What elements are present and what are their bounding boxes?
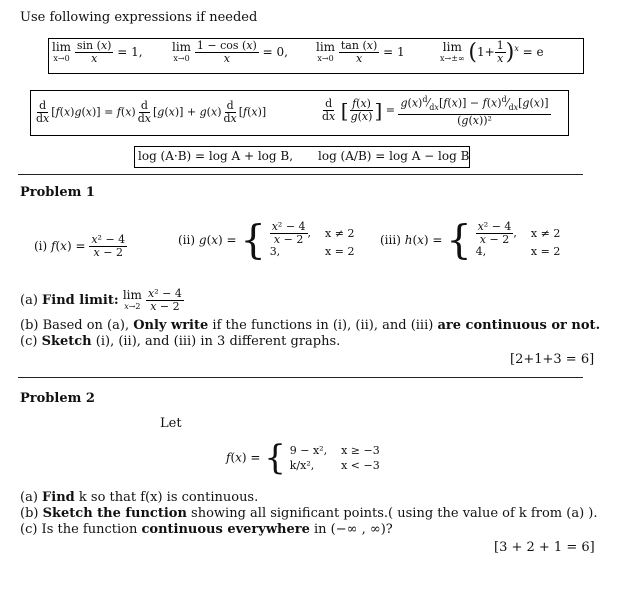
g-cond-eq: x = 2: [325, 245, 355, 258]
section-divider: [18, 174, 583, 175]
problem1-part-b: [20, 318, 600, 333]
p2-a-rest: k so that f(x) is continuous.: [78, 490, 259, 505]
problem1-part-c: [20, 334, 340, 349]
part-a-prefix: (a): [20, 293, 38, 308]
problem2-points: [3 + 2 + 1 = 6]: [494, 540, 595, 555]
cond2: x < −3: [341, 459, 380, 472]
part-b-bold1: Only write: [133, 318, 209, 333]
product-rule: $\frac{d}{dx}$ [f(x)g(x)] = f(x) $\frac{d}{dx}$ [g(x)] + g(x) $\frac{d}{dx}$ [f(x)]: [36, 99, 267, 125]
cond1: x ≥ −3: [341, 444, 380, 457]
problem2-part-c: [20, 522, 393, 537]
function-f-definition: (i) f(x) = $\frac{\text{x² − 4}}{x - 2}$: [34, 233, 126, 259]
piece2: k/x²,: [289, 459, 315, 472]
part-c-rest: (i), (ii), and (iii) in 3 different graphs.: [95, 334, 341, 349]
h-cond-neq: x ≠ 2: [530, 226, 561, 240]
limit-e-formula: lim x→±∞ (1+ $\frac{1}{x}$ )$^x$ = e: [440, 39, 544, 65]
log-quotient-rule: log (A/B) = log A − log B: [318, 149, 470, 163]
function-f-piecewise: f(x) = { 9 − x², x ≥ −3 k/x², x < −3: [226, 438, 380, 478]
quotient-rule: $\frac{d}{dx}$ [ $\frac{f(x)}{g(x)}$ ] = $\frac{g(x)^d⁄_{dx}[f(x)] - f(x)^d⁄_{dx}[g(x)]}{\text{(g(x))²}}$: [322, 95, 549, 127]
problem1-points: [2+1+3 = 6]: [510, 352, 595, 367]
function-h-definition: (iii) h(x) = { $\frac{\text{x² − 4}}{x - 2}$ , x ≠ 2 4, x = 2: [380, 217, 561, 264]
p2-b-bold: Sketch the function: [42, 506, 187, 521]
h-cond-eq: x = 2: [530, 245, 561, 258]
h-label: (iii): [380, 233, 401, 247]
limit-sin-formula: lim x→0 $\frac{\sin (x)}{x}$ = 1,: [52, 39, 143, 65]
p2-a-prefix: (a): [20, 490, 38, 505]
limit-tan-formula: lim x→0 $\frac{\tan (x)}{x}$ = 1: [316, 39, 405, 65]
log-product-rule: log (A·B) = log A + log B,: [138, 149, 294, 163]
p2-c-prefix: (c) Is the function: [20, 522, 138, 537]
intro-text: Use following expressions if needed: [20, 10, 258, 25]
problem2-title: Problem 2: [20, 391, 95, 406]
section-divider-2: [18, 377, 583, 378]
part-b-bold2: are continuous or not.: [437, 318, 601, 333]
p2-b-rest: showing all significant points.( using the value of k from (a) ).: [191, 506, 598, 521]
g-other-value: 3,: [269, 245, 281, 258]
part-b-mid: if the functions in (i), (ii), and (iii): [212, 318, 434, 333]
f-label: (i): [34, 239, 48, 253]
part-c-prefix: (c): [20, 334, 38, 349]
p2-a-bold: Find: [42, 490, 75, 505]
problem1-title: Problem 1: [20, 185, 95, 200]
problem1-part-a: (a) Find limit: lim x→2 $\frac{\text{x² − 4}}{x - 2}$: [20, 287, 182, 313]
problem2-part-b: [20, 506, 597, 521]
p2-c-bold: continuous everywhere: [141, 522, 310, 537]
function-g-definition: (ii) g(x) = { $\frac{\text{x² − 4}}{x - 2}$ , x ≠ 2 3, x = 2: [178, 217, 355, 264]
problem2-part-a: [20, 490, 258, 505]
limit-cos-formula: lim x→0 $\frac{1 - \cos (x)}{x}$ = 0,: [172, 39, 288, 65]
part-b-prefix: (b) Based on (a),: [20, 318, 130, 333]
g-label: (ii): [178, 233, 196, 247]
h-other-value: 4,: [475, 245, 487, 258]
part-a-bold: Find limit:: [42, 293, 119, 308]
let-text: Let: [160, 416, 182, 431]
part-c-bold: Sketch: [41, 334, 92, 349]
p2-c-rest: in (−∞ , ∞)?: [314, 522, 393, 537]
g-cond-neq: x ≠ 2: [325, 226, 355, 240]
p2-b-prefix: (b): [20, 506, 39, 521]
piece1: 9 − x²,: [289, 444, 328, 457]
